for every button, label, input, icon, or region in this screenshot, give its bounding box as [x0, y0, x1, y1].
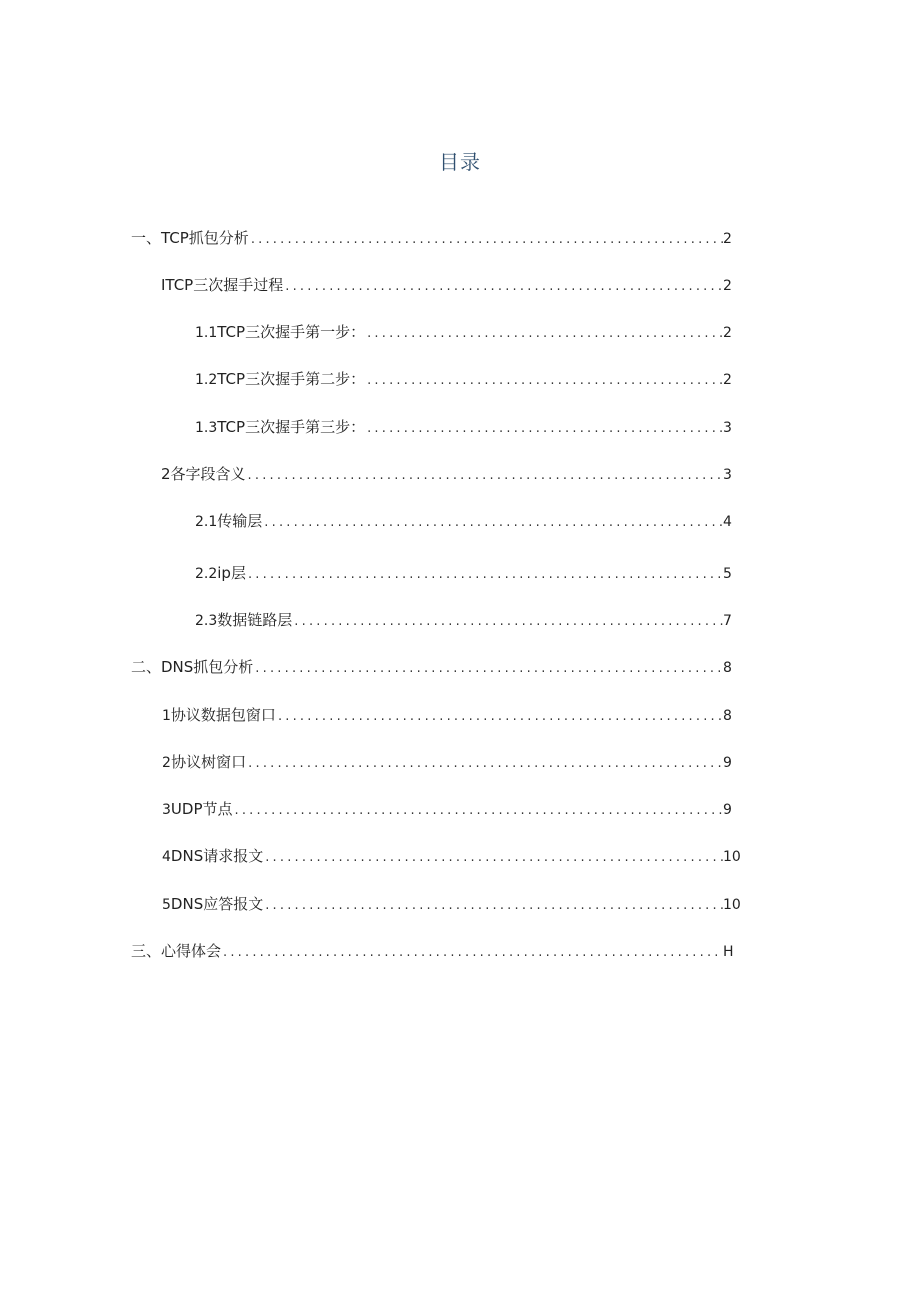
toc-entry[interactable]: [162, 705, 731, 725]
toc-entry-page: 9: [723, 802, 732, 818]
toc-entry-page: 2: [723, 278, 732, 294]
toc-leader-dots: [263, 896, 723, 916]
toc-entry[interactable]: [195, 322, 731, 342]
toc-entry[interactable]: [131, 941, 734, 961]
toc-entry-page: 3: [723, 420, 732, 436]
toc-leader-dots: [365, 419, 723, 439]
toc-entry-text: TCP三次握手第一步：: [217, 323, 366, 341]
toc-entry[interactable]: [195, 369, 731, 389]
toc-leader-dots: [246, 466, 723, 486]
toc-entry[interactable]: [131, 657, 731, 677]
toc-entry[interactable]: [162, 846, 741, 866]
toc-entry-page: 2: [723, 231, 732, 247]
toc-entry-number: 2.1: [195, 514, 218, 530]
toc-entry-number: 3: [162, 802, 171, 818]
toc-entry-text: DNS应答报文: [170, 895, 264, 913]
toc-entry-text: 协议数据包窗口: [170, 706, 276, 724]
toc-entry-text: 三、心得体会: [131, 942, 222, 960]
toc-entry-number: 1.2: [195, 372, 218, 388]
toc-entry-text: UDP节点: [170, 800, 233, 818]
toc-entry-page: 2: [723, 372, 732, 388]
toc-entry-page: 4: [723, 514, 732, 530]
toc-entry-page: 5: [723, 566, 732, 582]
toc-leader-dots: [246, 754, 723, 774]
toc-entry-text: 二、DNS抓包分析: [131, 658, 254, 676]
toc-entry[interactable]: [195, 610, 731, 630]
toc-entry-text: 协议树窗口: [171, 753, 247, 771]
toc-entry-text: 数据链路层: [217, 611, 293, 629]
toc-entry-number: 2.2: [195, 566, 218, 582]
toc-entry-number: 1.1: [195, 325, 218, 341]
toc-entry-page: 7: [723, 613, 732, 629]
toc-entry-number: 1.3: [195, 420, 218, 436]
toc-entry-page: H: [723, 944, 734, 960]
toc-entry-text: 一、TCP抓包分析: [131, 229, 249, 247]
toc-leader-dots: [246, 565, 723, 585]
toc-entry-text: 传输层: [217, 512, 263, 530]
toc-entry[interactable]: [195, 417, 731, 437]
toc-leader-dots: [233, 801, 724, 821]
toc-leader-dots: [365, 324, 723, 344]
toc-leader-dots: [253, 659, 723, 679]
toc-entry[interactable]: [195, 511, 731, 531]
toc-entry[interactable]: [161, 464, 731, 484]
toc-entry-number: 4: [162, 849, 171, 865]
toc-leader-dots: [276, 707, 723, 727]
toc-entry[interactable]: [195, 563, 731, 583]
toc-entry-page: 9: [723, 755, 732, 771]
toc-leader-dots: [263, 848, 723, 868]
toc-entry[interactable]: [131, 228, 731, 248]
toc-entry-text: 2各字段含义: [161, 465, 246, 483]
toc-entry-number: 1: [162, 708, 171, 724]
toc-entry-text: TCP三次握手第三步：: [217, 418, 366, 436]
toc-entry[interactable]: [162, 752, 731, 772]
toc-entry-number: 2: [162, 755, 171, 771]
toc-entry-text: ip层: [217, 564, 246, 582]
toc-entry-page: 2: [723, 325, 732, 341]
toc-entry[interactable]: [161, 275, 731, 295]
toc-entry-page: 8: [723, 660, 732, 676]
toc-entry[interactable]: [162, 894, 741, 914]
toc-entry[interactable]: [162, 799, 731, 819]
toc-entry-page: 10: [723, 897, 741, 913]
toc-entry-number: 2.3: [195, 613, 218, 629]
toc-leader-dots: [249, 230, 723, 250]
toc-entry-text: TCP三次握手第二步：: [217, 370, 366, 388]
toc-title: 目录: [439, 150, 481, 174]
toc-leader-dots: [221, 943, 723, 963]
toc-leader-dots: [262, 513, 723, 533]
toc-leader-dots: [292, 612, 723, 632]
toc-entry-number: 5: [162, 897, 171, 913]
toc-leader-dots: [283, 277, 723, 297]
toc-entry-text: ITCP三次握手过程: [161, 276, 284, 294]
toc-leader-dots: [365, 371, 723, 391]
toc-entry-text: DNS请求报文: [170, 847, 264, 865]
toc-entry-page: 3: [723, 467, 732, 483]
toc-entry-page: 10: [723, 849, 741, 865]
toc-entry-page: 8: [723, 708, 732, 724]
